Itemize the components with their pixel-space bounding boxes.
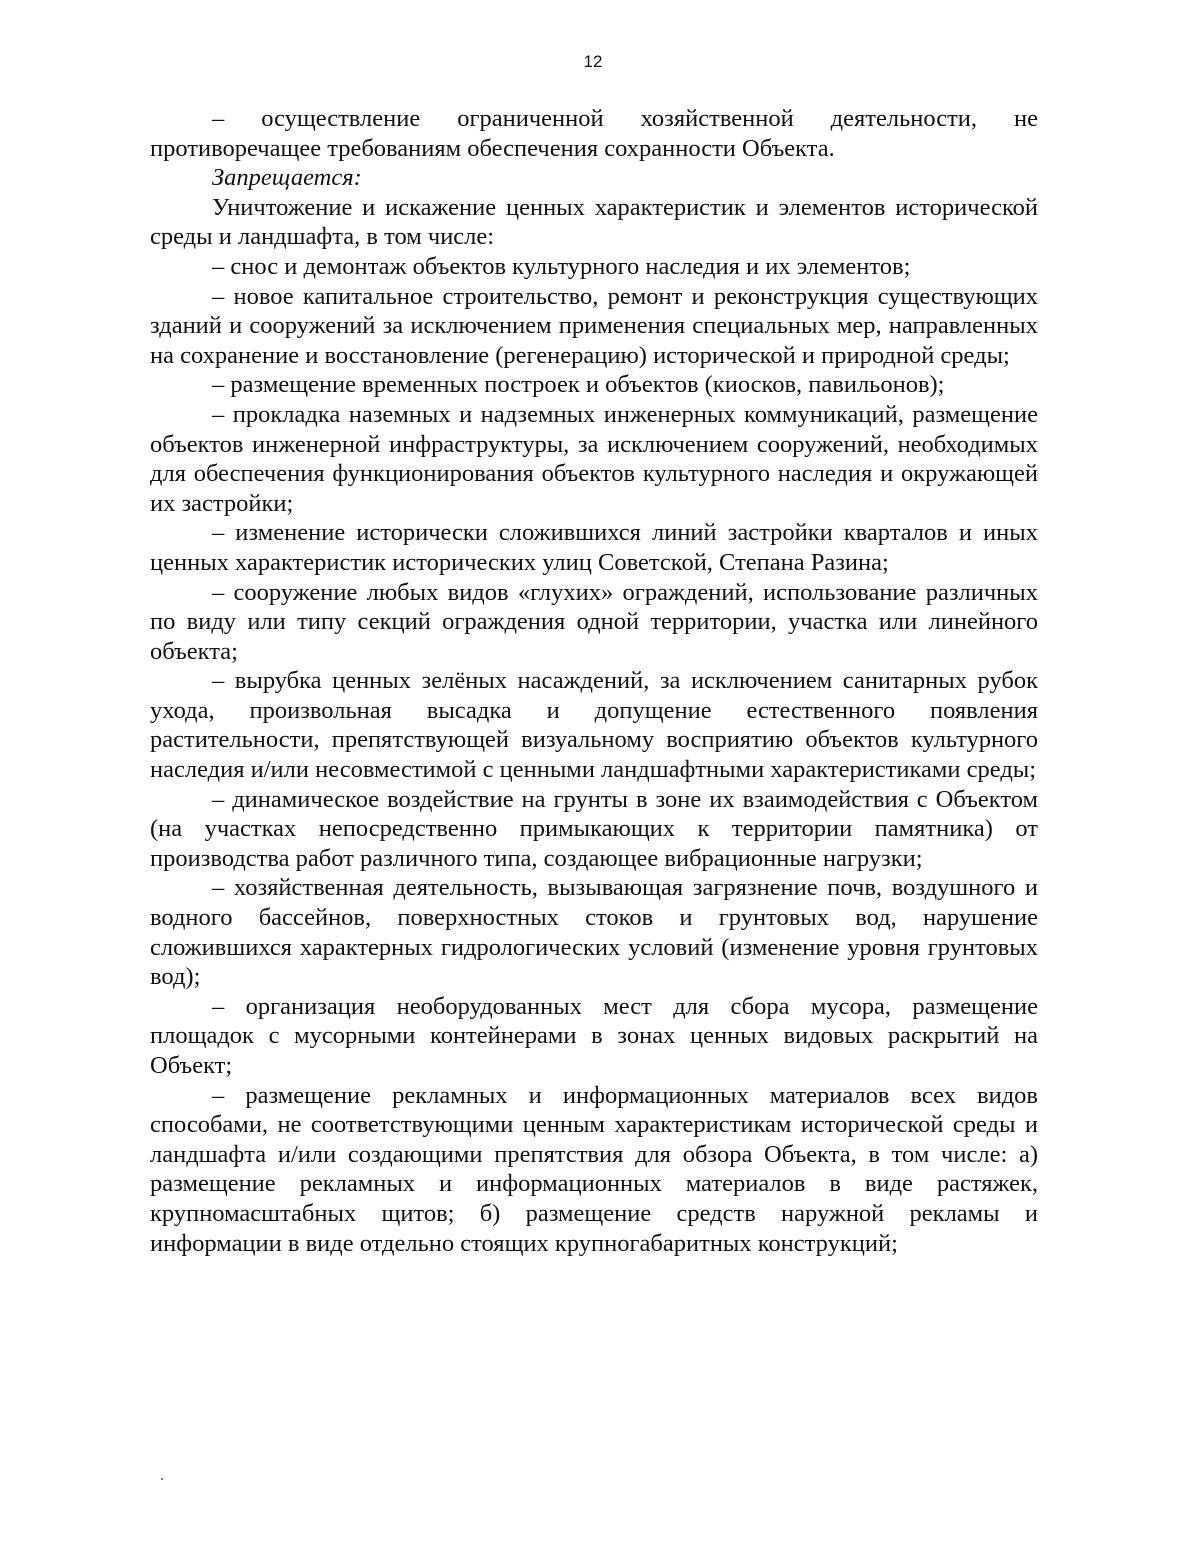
- list-item-dynamic-impact: – динамическое воздействие на грунты в зоне их взаимодействия с Объектом (на участках непосредственно примыкающих к территории памятника) от производства работ различного типа, создающее вибрационные нагрузки;: [150, 785, 1038, 872]
- scan-speck: [161, 1478, 163, 1480]
- list-item-advertising: – размещение рекламных и информационных материалов всех видов способами, не соответствующими ценным характеристикам исторической среды и ландшафта и/или создающими препятствия для обзора Объекта, в том числе: а) размещение рекламных и информационных материалов в виде растяжек, крупномасштабных щитов; б) размещение средств наружной рекламы и информации в виде отдельно стоящих крупногабаритных конструкций;: [150, 1081, 1038, 1257]
- list-item-garbage: – организация необорудованных мест для сбора мусора, размещение площадок с мусорными контейнерами в зонах ценных видовых раскрытий на Объект;: [150, 992, 1038, 1079]
- list-item-demolition: – снос и демонтаж объектов культурного наследия и их элементов;: [212, 252, 911, 280]
- paragraph-economic-activity: – осуществление ограниченной хозяйственной деятельности, не противоречащее требованиям обеспечения сохранности Объекта.: [150, 105, 1038, 162]
- list-item-tree-cutting: – вырубка ценных зелёных насаждений, за исключением санитарных рубок ухода, произвольная высадка и допущение естественного появления растительности, препятствующей визуальному восприятию объектов культурного наследия и/или несовместимой с ценными ландшафтными характеристиками среды;: [150, 667, 1038, 784]
- page-number: 12: [583, 52, 603, 71]
- prohibited-heading: Запрещается:: [212, 164, 362, 192]
- list-item-temporary-buildings: – размещение временных построек и объектов (киосков, павильонов);: [212, 371, 945, 399]
- list-item-utilities: – прокладка наземных и надземных инженерных коммуникаций, размещение объектов инженерной инфраструктуры, за исключением сооружений, необходимых для обеспечения функционирования объектов культурного наследия и окружающей их застройки;: [150, 400, 1038, 517]
- list-item-pollution: – хозяйственная деятельность, вызывающая загрязнение почв, воздушного и водного бассейнов, поверхностных стоков и грунтовых вод, нарушение сложившихся характерных гидрологических условий (изменение уровня грунтовых вод);: [150, 874, 1038, 991]
- list-item-building-lines: – изменение исторически сложившихся линий застройки кварталов и иных ценных характеристик исторических улиц Советской, Степана Разина;: [150, 519, 1038, 576]
- list-item-new-construction: – новое капитальное строительство, ремонт и реконструкция существующих зданий и сооружений за исключением применения специальных мер, направленных на сохранение и восстановление (регенерацию) исторической и природной среды;: [150, 282, 1038, 369]
- list-item-fences: – сооружение любых видов «глухих» ограждений, использование различных по виду или типу секций ограждения одной территории, участка или линейного объекта;: [150, 578, 1038, 665]
- document-body: [150, 104, 1038, 1258]
- paragraph-intro: Уничтожение и искажение ценных характеристик и элементов исторической среды и ландшафта, в том числе:: [150, 193, 1038, 251]
